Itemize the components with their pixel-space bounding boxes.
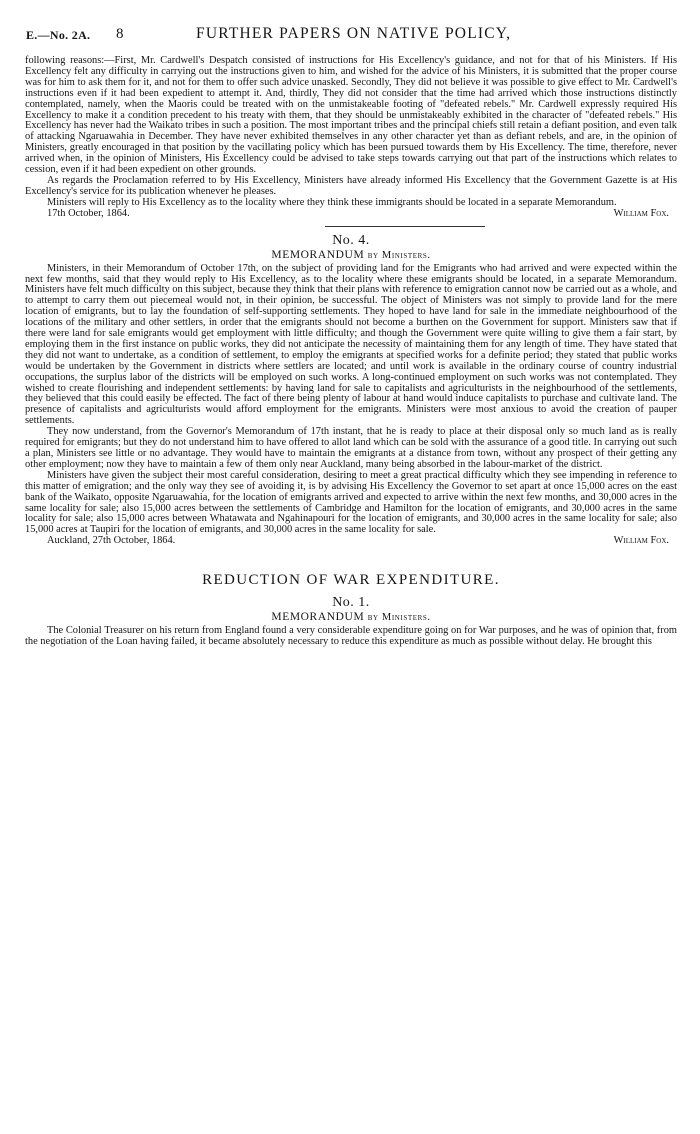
document-reference: E.—No. 2A. [26,28,91,42]
paragraph: Ministers will reply to His Excellency as to the locality where they think these immigrants should be located in a separate Memorandum. [47,196,617,208]
signature-line [25,209,677,220]
paragraph: The Colonial Treasurer on his return from England found a very considerable expenditure going on for War purposes, and he was of opinion that, from the negotiation of the Loan having failed, it became absolutely necessary to reduce this expenditure as much as possible without delay. He brought this [25,625,677,648]
document-number: No. 4. [332,232,370,248]
page-body [25,56,677,648]
signature: William Fox. [613,535,669,547]
paragraph: They now understand, from the Governor's Memorandum of 17th instant, that he is ready to place at their disposal only so much land as is really required for emigrants; but they do not understand him to have offered to allot land which can be sold with the assurance of a good title. In carrying out such a plan, Ministers see little or no advantage. They would have to maintain the emigrants at a distance from town, without any prospect of their getting any other employment; now they have to maintain a few of them only near Auckland, many being absorbed in the labour-market of the district. [25,426,677,470]
running-title: FURTHER PAPERS ON NATIVE POLICY, [196,25,512,42]
document-number: No. 1. [332,595,370,611]
memo-heading [25,611,677,624]
memo-title: MEMORANDUM [271,248,365,261]
paragraph: Ministers have given the subject their most careful consideration, desiring to meet a great practical difficulty which they see impending in reference to this matter of emigration; and the only way they see of avoiding it, is by advising His Excellency the Governor to set apart at once 15,000 acres on the east bank of the Waikato, opposite Ngaruawahia, for the location of emigrants arrived and expected to arrive within the next few months, and 30,000 acres in the same locality for sale; also 15,000 acres between the settlements of Cambridge and Hamilton for the location of emigrants, and 30,000 acres in the same locality for sale; also 15,000 acres between Whatawata and Ngahinapouri for the location of emigrants, and 30,000 acres in the same locality for sale; also 15,000 acres at Taupiri for the location of emigrants, and 30,000 acres in the same locality for sale. [25,469,677,536]
memo-date: Auckland, 27th October, 1864. [47,535,176,547]
paragraph: following reasons:—First, Mr. Cardwell's Despatch consisted of instructions for His Excellency's guidance, and not for that of his Ministers. If His Excellency felt any difficulty in carrying out the instructions given to him, and wished for the advice of his Ministers, it is submitted that the proper course was for him to ask them for it, and not for them to offer such advice unasked. Secondly, They did not believe it was possible to give effect to Mr. Cardwell's instructions even if it had been expedient to attempt it. And, thirdly, They did not consider that the time had arrived which those instructions distinctly contemplated, namely, when the Maoris could be treated with on the unmistakeable footing of "defeated rebels." Mr. Cardwell expressly required His Excellency to make it a condition precedent to his treaty with them, that they should be unmistakeably exhibited in the character of "defeated rebels." His Excellency has never had the Waikato tribes in such a position. The most important tribes and the principal chiefs still retain a defiant position, and even talk of attacking Ngaruawahia in December. They have never exhibited themselves in any other character yet than as defiant rebels, and are, in the opinion of Ministers, greatly encouraged in that position by the vacillating policy which has been pursued towards them by His Excellency. The time, therefore, never arrived when, in the opinion of Ministers, His Excellency could be advised to take steps towards carrying out that part of the instructions which relates to cession, even if it had been expedient on other grounds. [25,55,677,176]
signature-line [25,536,677,547]
section-divider [325,226,485,227]
page-header [26,25,678,48]
memo-title: MEMORANDUM [271,611,365,624]
paragraph: As regards the Proclamation referred to by His Excellency, Ministers have already informed His Excellency that the Government Gazette is at His Excellency's service for its publication whenever he pleases. [25,174,677,197]
memo-date: 17th October, 1864. [47,207,130,219]
paragraph: Ministers, in their Memorandum of October 17th, on the subject of providing land for the Emigrants who had arrived and were expected within the next few months, said that they would reply to His Excellency, as to the locality where these emigrants should be located, in a separate Memorandum. Ministers have felt much difficulty on this subject, because they think that their plans with reference to emigration cannot now be carried out as a whole, and to attempt to carry them out piecemeal would not, in their opinion, be successful. The object of Ministers was not simply to provide land for the mere location of emigrants, but to lay the foundation of self-supporting settlements. They hoped to have land for sale in the immediate neighbourhood of the locations of the military and other settlers, in order that the emigrants should not become a burthen on the Government for support. Ministers saw that if there were land for sale emigrants would get employment with little difficulty; and though the Government were quite willing to give them a fair start, by employing them in the first instance on public works, they did not anticipate the necessity of maintaining them for any length of time. They have stated that they did not want to undertake, as a condition of settlement, to employ the emigrants at specified works for a definite period; they stated that public works would be undertaken by the Government in districts where settlers are located; and until work is available in the ordinary course of country industrial occupations, the surplus labor of the districts will be employed on such works. A long-continued employment on such works was not contemplated. They wished to create flourishing and independent settlements: by having land for sale to capitalists and agriculturists in the neighbourhood of the settlements, they believed that this could easily be effected. The fact of there being plenty of labour at hand would induce capitalists to purchase and cultivate land. The presence of capitalists and agriculturists would afford employment for the emigrants. Ministers were most anxious to avoid the creation of pauper settlements. [25,262,677,427]
signature: William Fox. [613,207,669,219]
page-number: 8 [116,26,124,42]
memo-author: by Ministers. [367,612,431,624]
memo-author: by Ministers. [367,249,431,261]
section-heading: REDUCTION OF WAR EXPENDITURE. [202,572,500,589]
memo-heading [25,249,677,262]
